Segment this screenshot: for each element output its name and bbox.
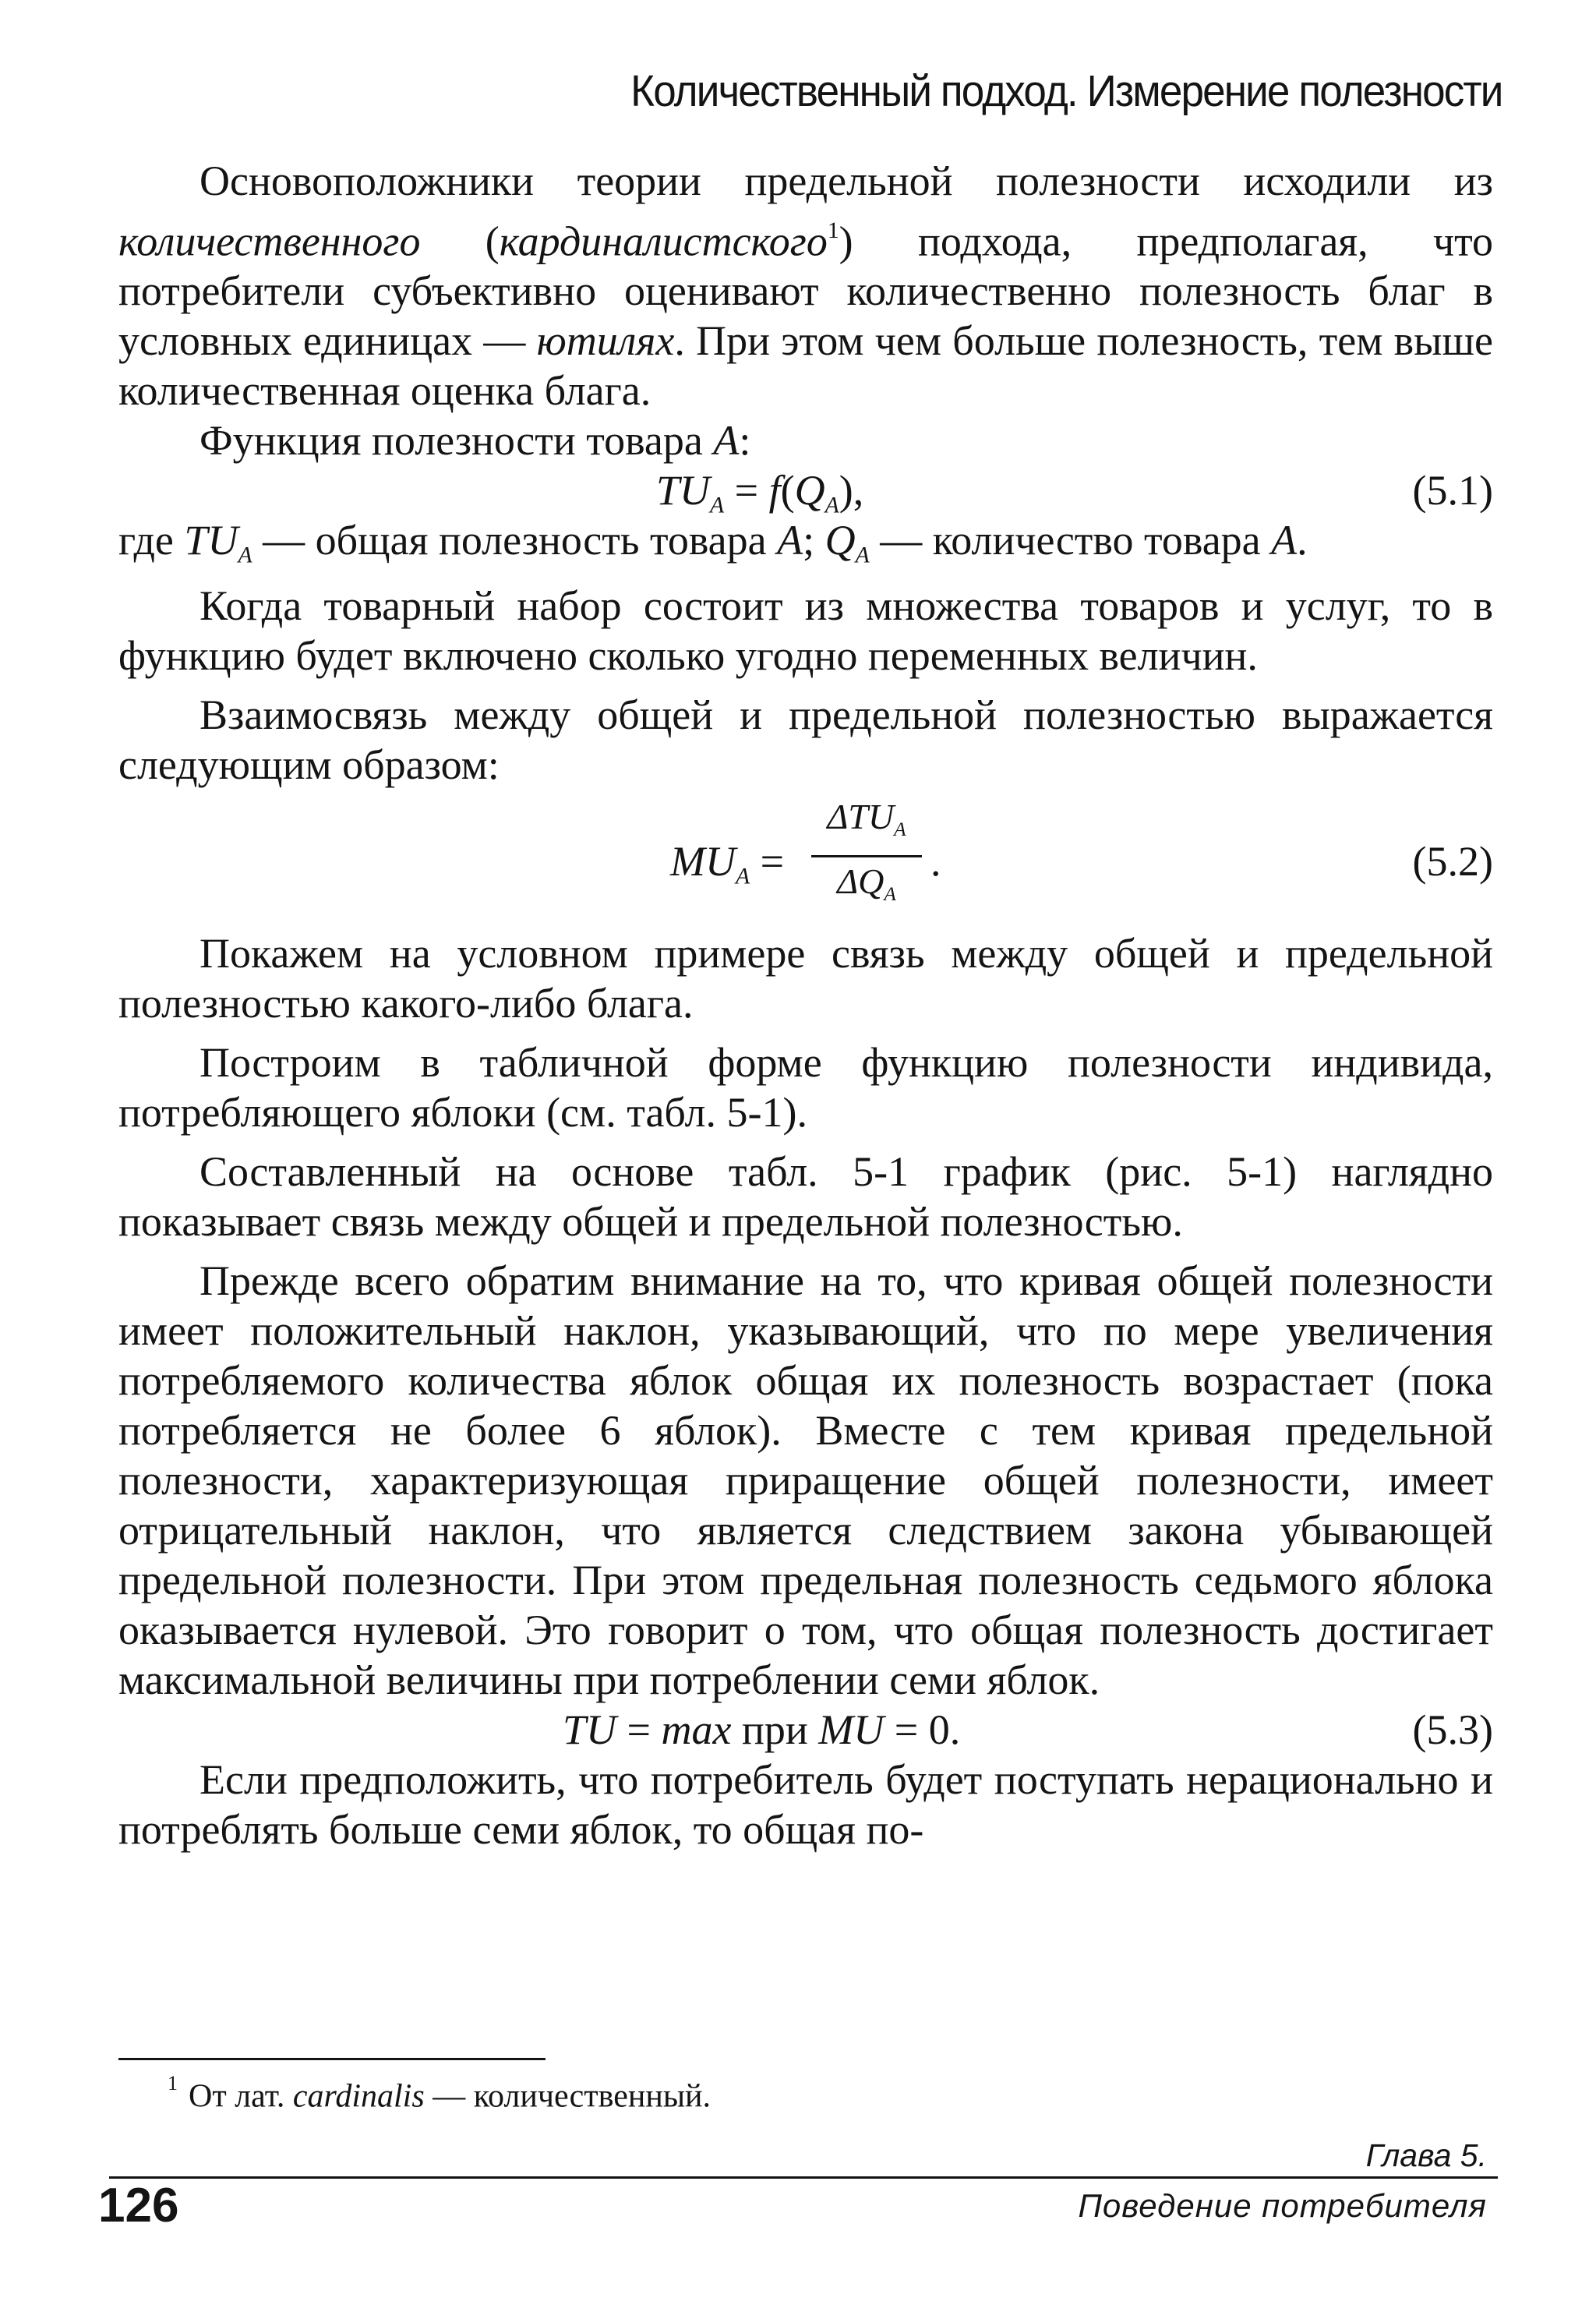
paragraph-4: Когда товарный набор состоит из множества товаров и услуг, то в функцию будет включено сколько угодно переменных величин. <box>118 582 1493 679</box>
main-text <box>118 156 1493 1854</box>
equation-5-2-number: (5.2) <box>1412 837 1493 885</box>
paragraph-9: Прежде всего обратим внимание на то, что кривая общей полезности имеет положительный наклон, указывающий, что по мере увеличения потребляемого количества яблок общая их полезность возрастает (пока потребляется не более 6 яблок). Вместе с тем кривая предельной полезности, характеризующая приращение общей полезности, имеет отрицательный наклон, что является следствием закона убывающей предельной полезности. При этом предельная полезность седьмого яблока оказывается нулевой. Это говорит о том, что общая полезность достигает максимальной величины при потреблении семи яблок. <box>118 1257 1493 1703</box>
equation-5-1-number: (5.1) <box>1412 467 1493 514</box>
fraction-bar <box>811 855 922 857</box>
equation-5-1 <box>118 465 1493 518</box>
footer-divider <box>109 2176 1498 2179</box>
equation-5-3-formula: TU = max при MU = 0. <box>563 1706 961 1753</box>
paragraph-8: Составленный на основе табл. 5-1 график (рис. 5-1) наглядно показывает связь между общей и предельной полезностью. <box>118 1147 1493 1245</box>
equation-5-2-lhs: $MU_A$ = <box>670 837 785 889</box>
paragraph-10: Если предположить, что потребитель будет поступать нерационально и потреблять больше семи яблок, то общая по- <box>118 1755 1493 1853</box>
paragraph-2: Функция полезности товара А: <box>200 417 751 465</box>
running-header: Количественный подход. Измерение полезности <box>630 66 1502 116</box>
equation-5-2-fraction: $\Delta TU_A$ $\Delta Q_A$ <box>808 797 925 914</box>
paragraph-1: Основоположники теории предельной полезности исходили из количественного (кардиналистского$^1$) подхода, предполагая, что потребители субъективно оценивают количественно полезность благ в условных единицах — ютилях. При этом чем больше полезность, тем выше количественная оценка блага. <box>118 157 1494 415</box>
equation-5-3-number: (5.3) <box>1412 1706 1493 1753</box>
chapter-label: Глава 5. <box>1365 2137 1487 2173</box>
page-number: 126 <box>98 2179 179 2232</box>
paragraph-7: Построим в табличной форме функцию полезности индивида, потребляющего яблоки (см. табл. 5-1). <box>118 1038 1493 1136</box>
paragraph-5: Взаимосвязь между общей и предельной полезностью выражается следующим образом: <box>118 691 1493 788</box>
footnote: $^1$ От лат. cardinalis — количественный. <box>168 2072 711 2115</box>
equation-5-1-formula: $TU_A = f(Q_A)$, <box>656 467 864 518</box>
footnote-divider <box>118 2058 546 2060</box>
paragraph-3: где $TU_A$ — общая полезность товара А; $Q_A$ — количество товара А. <box>118 517 1308 568</box>
equation-5-3 <box>118 1705 1493 1755</box>
equation-5-2: $MU_A$ = $\Delta TU_A$ $\Delta Q_A$ . (5.2) <box>118 797 1493 928</box>
footnote-reference: 1 <box>827 218 839 243</box>
chapter-title: Поведение потребителя <box>1078 2187 1487 2224</box>
paragraph-6: Покажем на условном примере связь между общей и предельной полезностью какого-либо блага. <box>118 929 1493 1027</box>
